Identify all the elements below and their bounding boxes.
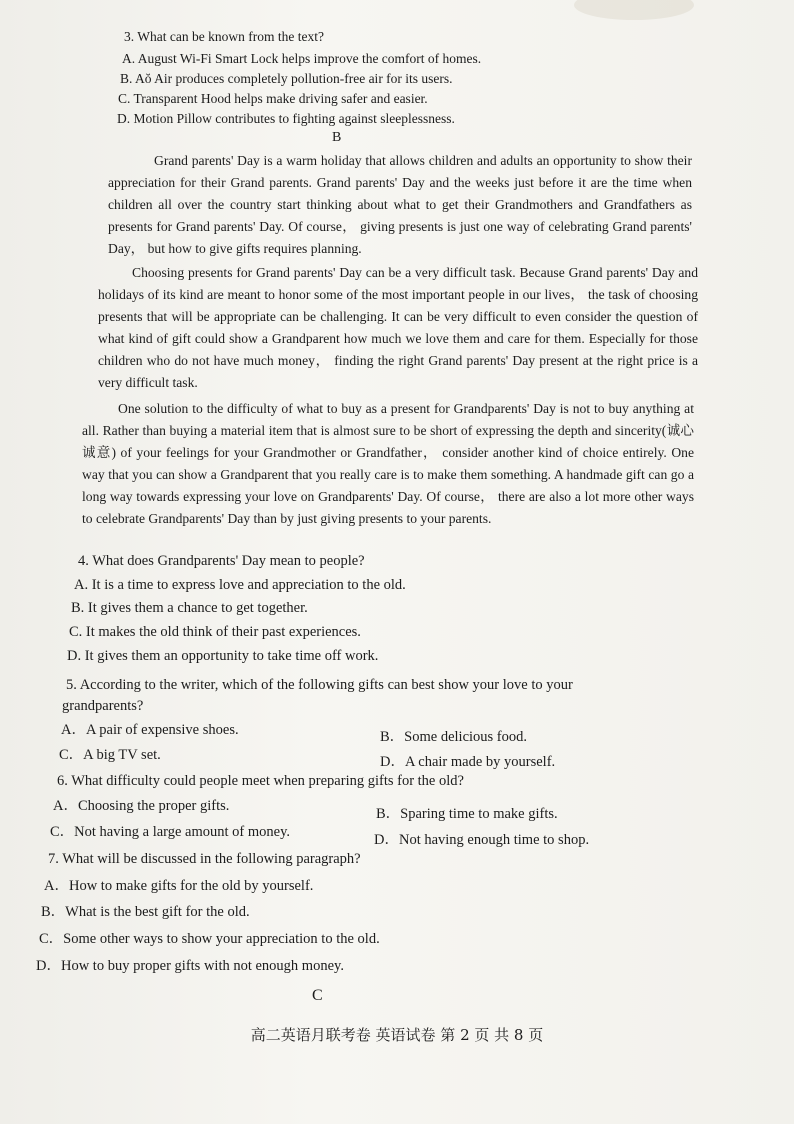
question-7-option-d: D．How to buy proper gifts with not enough money.	[36, 958, 344, 974]
question-3-option-d: D. Motion Pillow contributes to fighting against sleeplessness.	[117, 111, 455, 126]
passage-b-paragraph-2	[98, 262, 698, 394]
question-3-option-c: C. Transparent Hood helps make driving safer and easier.	[118, 91, 428, 106]
question-5-option-a: A．A pair of expensive shoes.	[61, 722, 239, 738]
paragraph-text: Grand parents' Day is a warm holiday that allows children and adults an opportunity to show their appreciation for their Grand parents. Grand parents' Day and the weeks just before it are the time when children all over the country start thinking about what to get their Grandmothers and Grandfathers as presents for Grand parents' Day. Of course， giving presents is just one way of celebrating Grand parents' Day， but how to give gifts requires planning.	[108, 153, 692, 256]
passage-b-paragraph-3	[82, 398, 694, 530]
question-5-stem-line-1: 5. According to the writer, which of the following gifts can best show your love to your	[66, 677, 573, 693]
question-4-option-c: C. It makes the old think of their past experiences.	[69, 624, 361, 640]
question-5-stem-line-2: grandparents?	[62, 698, 144, 714]
question-6-option-b: B．Sparing time to make gifts.	[376, 806, 558, 822]
question-5-option-b: B．Some delicious food.	[380, 729, 528, 745]
section-c-heading: C	[312, 987, 323, 1004]
question-3-option-a: A. August Wi-Fi Smart Lock helps improve the comfort of homes.	[122, 51, 482, 66]
question-6-option-d: D．Not having enough time to shop.	[374, 832, 590, 848]
question-6-option-c: C．Not having a large amount of money.	[50, 824, 291, 840]
question-3-option-b: B. Aŏ Air produces completely pollution-free air for its users.	[120, 71, 453, 86]
section-b-heading: B	[332, 130, 342, 145]
question-6-stem: 6. What difficulty could people meet when preparing gifts for the old?	[57, 773, 464, 789]
question-5-option-d: D．A chair made by yourself.	[380, 754, 556, 770]
page-footer: 高二英语月联考卷 英语试卷 第 2 页 共 8 页	[250, 1026, 544, 1044]
paragraph-text: Choosing presents for Grand parents' Day can be a very difficult task. Because Grand parents' Day and holidays of its kind are meant to honor some of the most important people in our lives， the task of choosing presents that will be appropriate can be challenging. It can be very difficult to even consider the question of what kind of gift could show a Grandparent how much we love them and care for them. Especially for those children who do not have much money， finding the right Grand parents' Day present at the right price is a very difficult task.	[98, 265, 698, 390]
question-4-stem: 4. What does Grandparents' Day mean to people?	[78, 553, 365, 569]
scan-smudge	[574, 0, 694, 20]
question-7-option-c: C．Some other ways to show your appreciation to the old.	[39, 931, 380, 947]
question-7-option-b: B．What is the best gift for the old.	[41, 904, 250, 920]
question-7-stem: 7. What will be discussed in the following paragraph?	[48, 851, 361, 867]
passage-b-paragraph-1	[108, 150, 692, 260]
question-4-option-a: A. It is a time to express love and appreciation to the old.	[74, 577, 406, 593]
question-6-option-a: A．Choosing the proper gifts.	[53, 798, 230, 814]
question-4-option-b: B. It gives them a chance to get together.	[71, 600, 308, 616]
question-4-option-d: D. It gives them an opportunity to take time off work.	[67, 648, 379, 664]
question-5-option-c: C．A big TV set.	[59, 747, 161, 763]
question-7-option-a: A．How to make gifts for the old by yourself.	[44, 878, 314, 894]
question-3-stem: 3. What can be known from the text?	[124, 29, 324, 44]
paragraph-text: One solution to the difficulty of what to buy as a present for Grandparents' Day is not to buy anything at all. Rather than buying a material item that is almost sure to be short of expressing the depth and sincerity(诚心诚意) of your feelings for your Grandmother or Grandfather， consider another kind of choice entirely. One way that you can show a Grandparent that you really care is to make them something. A handmade gift can go a long way towards expressing your love on Grandparents' Day. Of course， there are also a lot more other ways to celebrate Grandparents' Day than by just giving presents to your parents.	[82, 401, 694, 526]
